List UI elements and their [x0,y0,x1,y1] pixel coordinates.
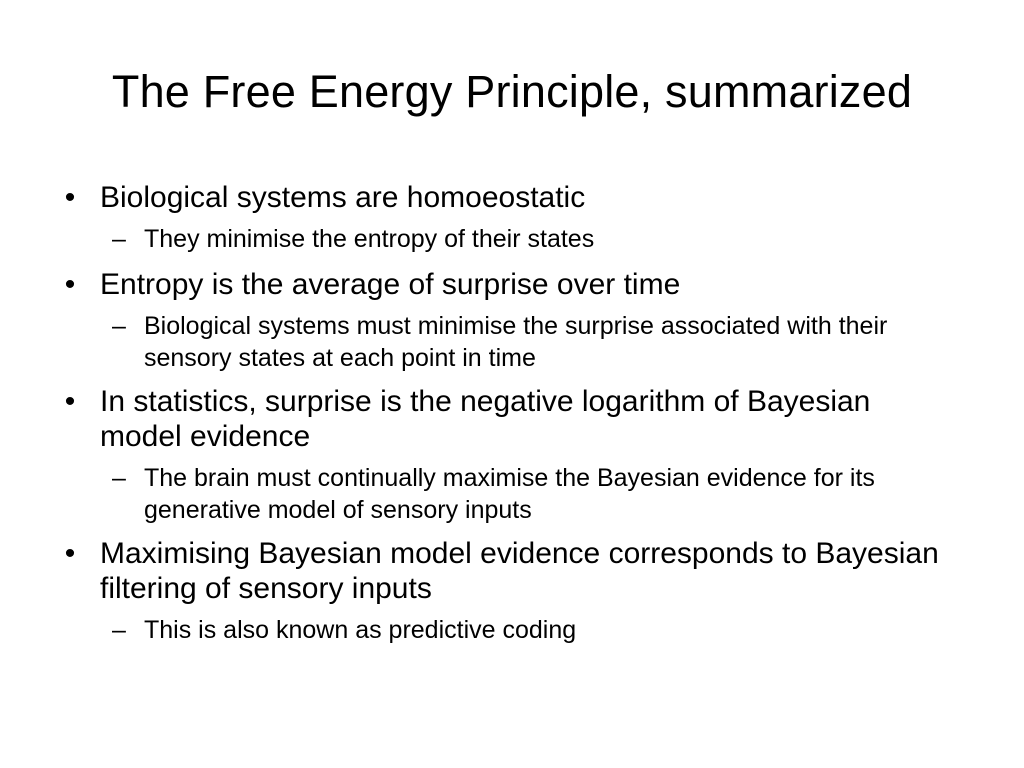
bullet-point-3 [56,384,956,454]
sub-bullet-marker: – [112,312,126,340]
bullet-text: In statistics, surprise is the negative logarithm of Bayesian model evidence [100,385,871,453]
sub-bullet-text: This is also known as predictive coding [144,616,577,644]
slide-title: The Free Energy Principle, summarized [111,66,913,117]
bullet-point-2 [56,267,956,302]
bullet-text: Entropy is the average of surprise over time [100,268,681,301]
sub-bullet-marker: – [112,464,126,492]
sub-bullet-text: The brain must continually maximise the Bayesian evidence for its generative model of sensory inputs [144,464,875,524]
sub-bullet-point-2 [112,310,956,374]
bullet-list [56,180,956,646]
bullet-text: Maximising Bayesian model evidence corresponds to Bayesian filtering of sensory inputs [100,537,939,605]
sub-bullet-point-3 [112,462,956,526]
bullet-point-4 [56,536,956,606]
bullet-marker: • [64,385,76,418]
bullet-marker: • [64,268,76,301]
sub-bullet-marker: – [112,616,126,644]
sub-bullet-point-4 [112,614,956,646]
bullet-marker: • [64,181,76,214]
bullet-text: Biological systems are homoeostatic [100,181,586,214]
sub-bullet-marker: – [112,225,126,253]
sub-bullet-text: Biological systems must minimise the surprise associated with their sensory states at each point in time [144,312,888,372]
bullet-marker: • [64,537,76,570]
sub-bullet-text: They minimise the entropy of their states [144,225,595,253]
sub-bullet-point-1 [112,223,956,255]
bullet-point-1 [56,180,956,215]
